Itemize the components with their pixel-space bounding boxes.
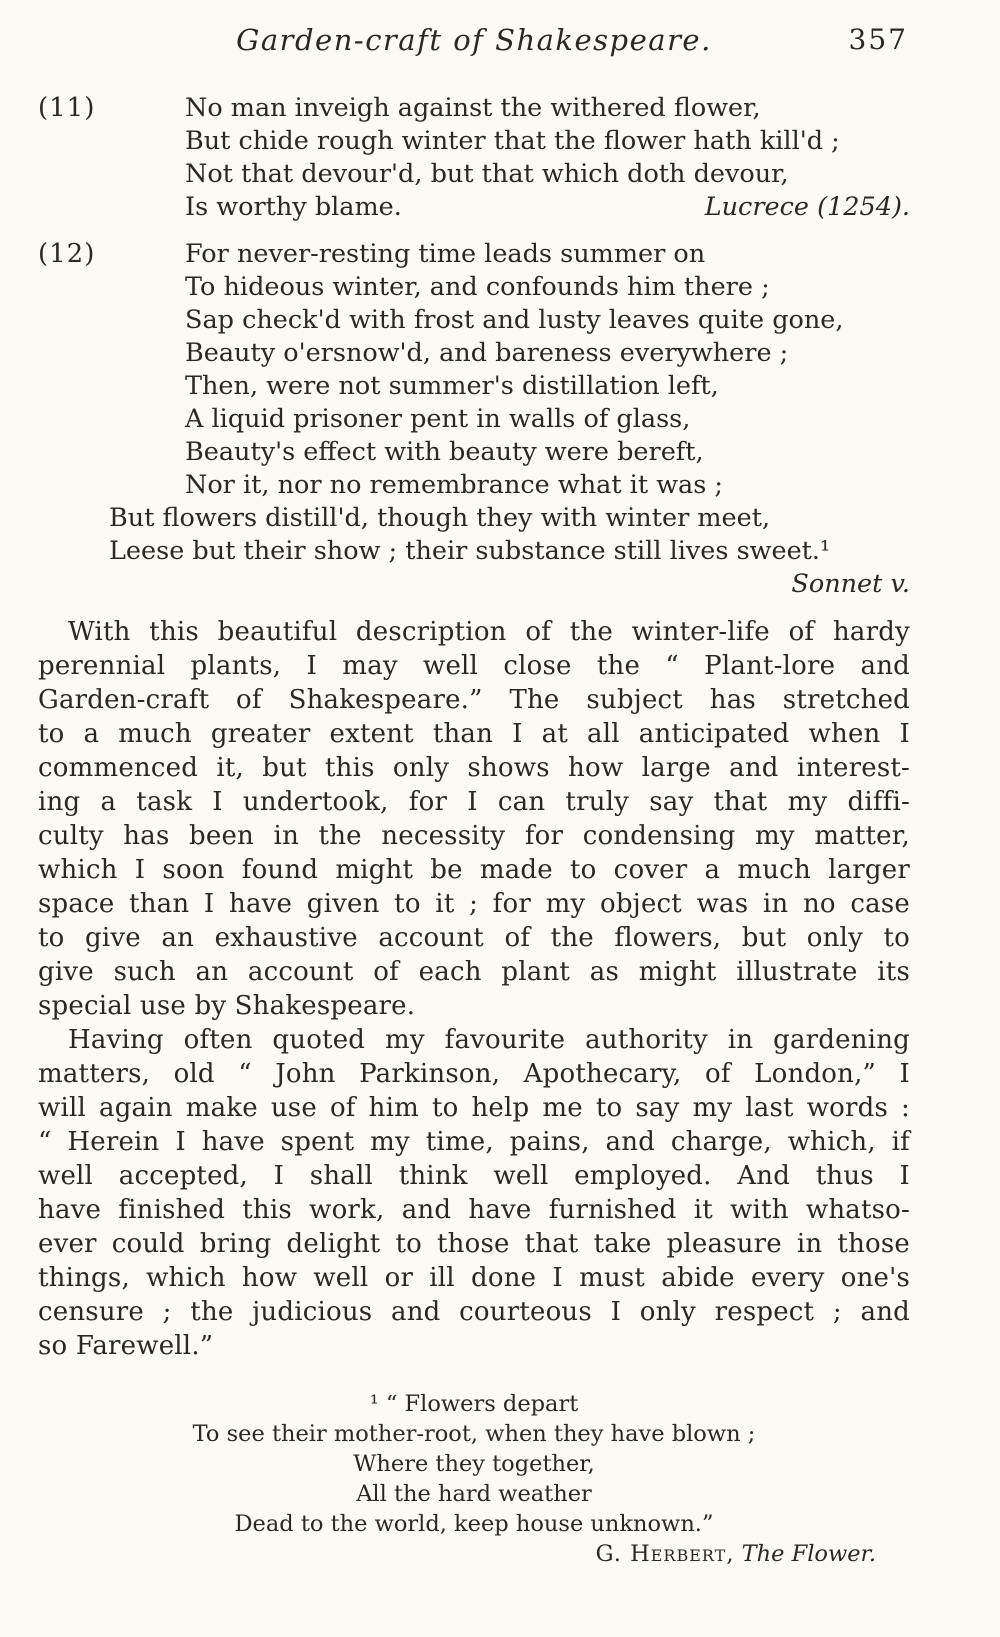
- main-text: [38, 615, 910, 1363]
- verse-line: Beauty o'ersnow'd, and bareness everywhere ;: [185, 338, 789, 368]
- verse-line: No man inveigh against the withered flower,: [185, 93, 761, 123]
- text-line: Having often quoted my favourite authority in gardening: [68, 1025, 910, 1055]
- text-line: well accepted, I shall think well employed. And thus I: [38, 1161, 910, 1191]
- page-header: [38, 22, 910, 58]
- verse-line: Beauty's effect with beauty were bereft,: [185, 437, 704, 467]
- footnote-line: Where they together,: [353, 1451, 595, 1477]
- quote-label: (11): [38, 93, 96, 123]
- verse-line: For never-resting time leads summer on: [185, 239, 706, 269]
- paragraph: [38, 615, 910, 1023]
- text-line: things, which how well or ill done I must abide every one's: [38, 1263, 910, 1293]
- text-line: to give an exhaustive account of the flowers, but only to: [38, 923, 910, 953]
- verse-lines-outdented: [109, 502, 910, 568]
- text-line: With this beautiful description of the winter-life of hardy: [68, 617, 910, 647]
- verse-lines: [185, 92, 910, 191]
- verse-line: Sap check'd with frost and lusty leaves quite gone,: [185, 305, 844, 335]
- text-line: special use by Shakespeare.: [38, 991, 416, 1021]
- footnote-author: G. Herbert,: [595, 1541, 735, 1567]
- footnote-line: Dead to the world, keep house unknown.”: [234, 1511, 714, 1537]
- quote-label: (12): [38, 239, 96, 269]
- text-line: “ Herein I have spent my time, pains, and charge, which, if: [38, 1127, 910, 1157]
- verse-line: Is worthy blame.: [185, 192, 402, 222]
- quote-attribution: Lucrece (1254).: [704, 192, 910, 222]
- text-line: which I soon found might be made to cover a much larger: [38, 855, 910, 885]
- text-line: censure ; the judicious and courteous I only respect ; and: [38, 1297, 910, 1327]
- verse-line: Leese but their show ; their substance still lives sweet.¹: [109, 536, 831, 566]
- text-line: give such an account of each plant as might illustrate its: [38, 957, 910, 987]
- running-title: Garden-craft of Shakespeare.: [236, 23, 712, 57]
- text-line: matters, old “ John Parkinson, Apothecary, of London,” I: [38, 1059, 910, 1089]
- quote-11: [38, 92, 910, 224]
- footnote-line: ¹ “ Flowers depart: [369, 1391, 579, 1417]
- verse-line: To hideous winter, and confounds him there ;: [185, 272, 770, 302]
- footnote: [38, 1389, 910, 1569]
- text-line: culty has been in the necessity for condensing my matter,: [38, 821, 910, 851]
- quote-body: [185, 92, 910, 224]
- text-line: will again make use of him to help me to say my last words :: [38, 1093, 910, 1123]
- text-line: Garden-craft of Shakespeare.” The subject has stretched: [38, 685, 910, 715]
- page-number: 357: [848, 23, 908, 56]
- text-line: ever could bring delight to those that take pleasure in those: [38, 1229, 910, 1259]
- text-line: commenced it, but this only shows how large and interest-: [38, 753, 910, 783]
- footnote-line: To see their mother-root, when they have blown ;: [192, 1421, 756, 1447]
- verse-attribution-line: [185, 191, 910, 224]
- text-line: space than I have given to it ; for my object was in no case: [38, 889, 910, 919]
- verse-line: Not that devour'd, but that which doth devour,: [185, 159, 789, 189]
- text-line: ing a task I undertook, for I can truly say that my diffi-: [38, 787, 910, 817]
- quote-body: [109, 238, 910, 601]
- footnote-line: All the hard weather: [356, 1481, 592, 1507]
- footnote-lines: [38, 1389, 910, 1539]
- quote-attribution: Sonnet v.: [791, 569, 910, 599]
- footnote-work-title: The Flower.: [741, 1541, 876, 1567]
- text-line: perennial plants, I may well close the “ Plant-lore and: [38, 651, 910, 681]
- text-line: so Farewell.”: [38, 1331, 214, 1361]
- paragraph: [38, 1023, 910, 1363]
- verse-line: Then, were not summer's distillation left,: [185, 371, 719, 401]
- verse-line: But flowers distill'd, though they with winter meet,: [109, 503, 771, 533]
- footnote-attribution: [38, 1539, 910, 1569]
- verse-line: But chide rough winter that the flower hath kill'd ;: [185, 126, 840, 156]
- verse-line: Nor it, nor no remembrance what it was ;: [185, 470, 724, 500]
- quote-12: [38, 238, 910, 601]
- verse-line: A liquid prisoner pent in walls of glass,: [185, 404, 691, 434]
- text-line: to a much greater extent than I at all anticipated when I: [38, 719, 910, 749]
- verse-lines: [185, 238, 910, 502]
- text-line: have finished this work, and have furnished it with whatso-: [38, 1195, 910, 1225]
